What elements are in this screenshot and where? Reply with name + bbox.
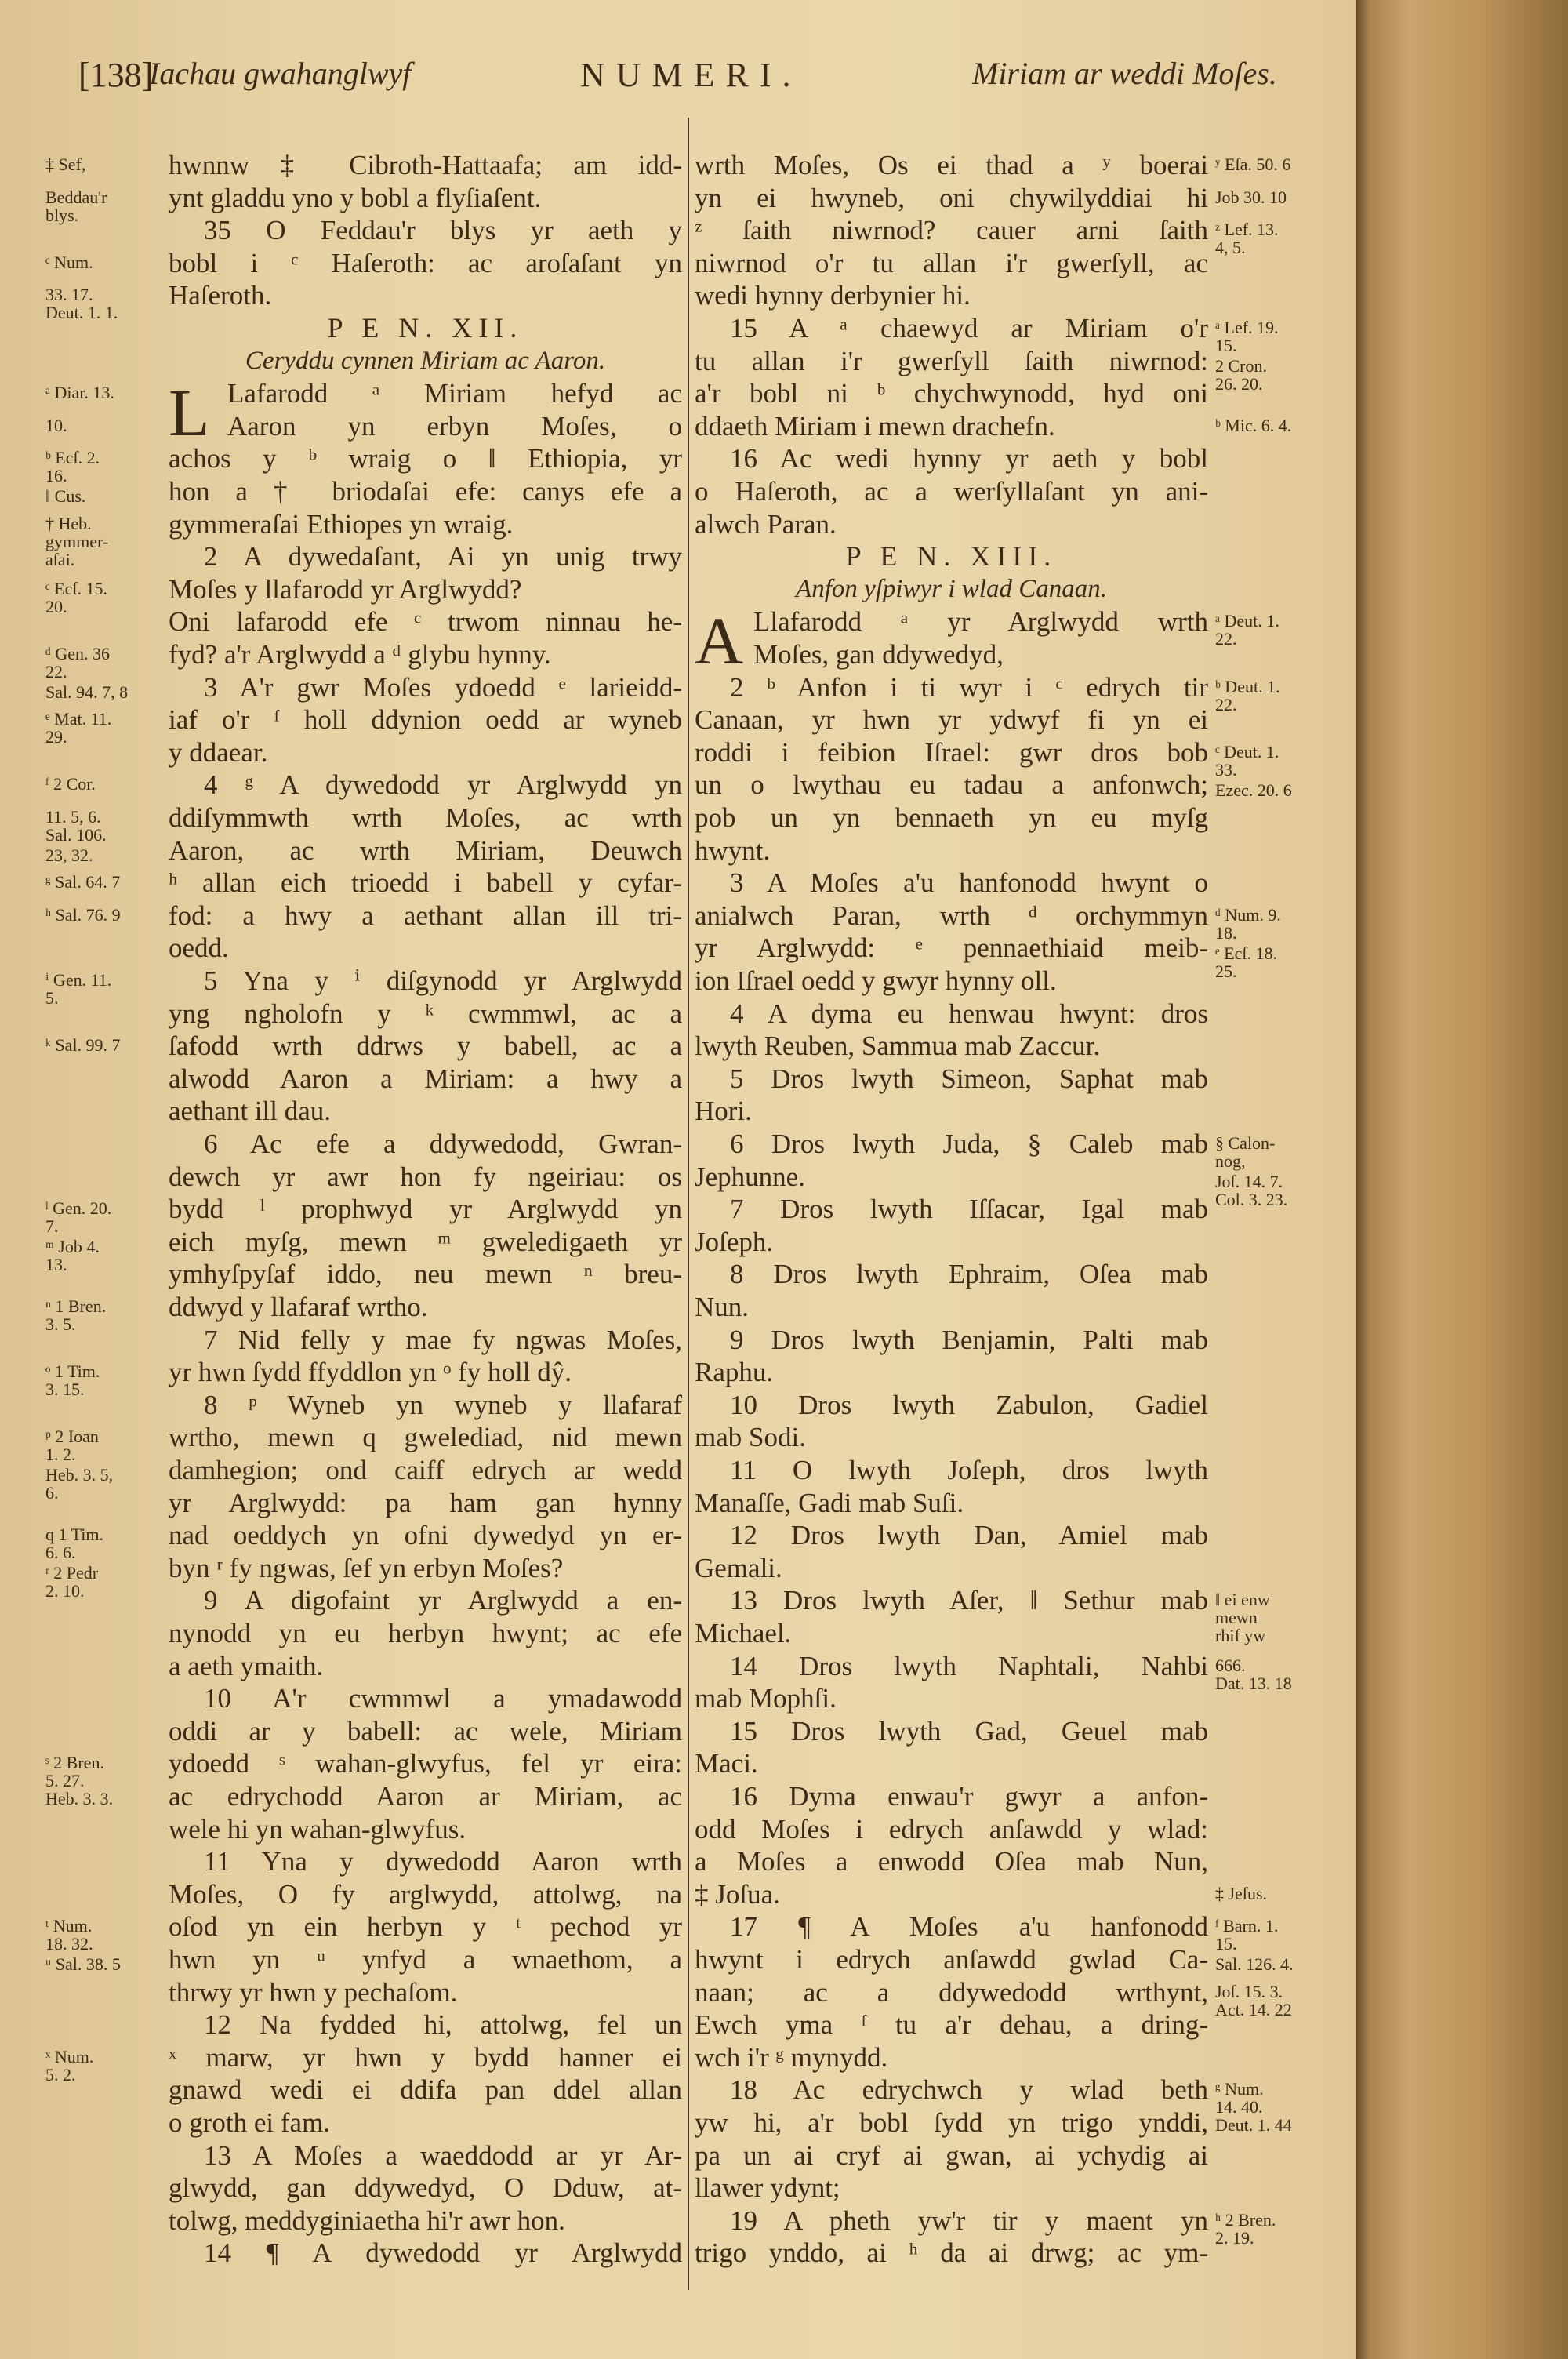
- text-line: 10 A'r cwmmwl a ymadawodd: [204, 1683, 682, 1714]
- marginal-reference: ᵖ 2 Ioan 1. 2.: [45, 1427, 99, 1465]
- text-line: pa un ai cryf ai gwan, ai ychydig ai: [695, 2139, 1208, 2171]
- text-line: Oni lafarodd efe ᶜ trwom ninnau he-: [169, 606, 682, 638]
- text-line: oedd.: [169, 932, 229, 964]
- text-line: wrth Moſes, Os ei thad a ʸ boerai: [695, 150, 1208, 180]
- marginal-reference: ⁱ Gen. 11. 5.: [45, 970, 112, 1008]
- text-line: fyd? a'r Arglwydd a ᵈ glybu hynny.: [169, 639, 551, 670]
- text-line: 15 A ᵃ chaewyd ar Miriam o'r: [730, 313, 1208, 343]
- marginal-reference: Heb. 3. 5, 6.: [45, 1465, 114, 1503]
- text-line: dewch yr awr hon fy ngeiriau: os: [169, 1161, 682, 1192]
- column-divider: [688, 118, 689, 2290]
- marginal-reference: Beddau'r blys.: [45, 187, 107, 225]
- text-line: Nun.: [695, 1292, 750, 1322]
- text-line: un o lwythau eu tadau a anfonwch;: [695, 769, 1208, 801]
- chapter-summary: Anfon yſpiwyr i wlad Canaan.: [796, 574, 1107, 603]
- marginal-reference: ᵗ Num. 18. 32.: [45, 1916, 93, 1954]
- marginal-reference: ʸ Eſa. 50. 6: [1215, 154, 1291, 174]
- text-line: wch i'r ᵍ mynydd.: [695, 2041, 888, 2073]
- text-line: hon a † briodaſai efe: canys efe a: [169, 476, 682, 507]
- marginal-reference: ʰ Sal. 76. 9: [45, 904, 121, 925]
- marginal-reference: ˢ 2 Bren. 5. 27. Heb. 3. 3.: [45, 1753, 114, 1809]
- text-line: niwrnod o'r tu allan i'r gwerſyll, ac: [695, 247, 1208, 278]
- text-line: Moſes y llafarodd yr Arglwydd?: [169, 573, 522, 605]
- text-line: hwnnw ‡ Cibroth-Hattaafa; am idd-: [169, 150, 682, 180]
- text-line: yn ei hwyneb, oni chywilyddiai hi: [695, 182, 1208, 213]
- text-line: ymhyſpyſaf iddo, neu mewn ⁿ breu-: [169, 1259, 682, 1290]
- text-line: Haſeroth.: [169, 280, 272, 311]
- text-line: byn ʳ fy ngwas, ſef yn erbyn Moſes?: [169, 1552, 564, 1583]
- marginal-reference: ᵉ Mat. 11. 29.: [45, 709, 112, 747]
- marginal-reference: ᶜ Ecſ. 15. 20.: [45, 578, 107, 616]
- text-line: Manaſſe, Gadi mab Suſi.: [695, 1487, 964, 1518]
- text-line: Moſes, gan ddywedyd,: [753, 639, 1004, 670]
- text-line: fod: a hwy a aethant allan ill tri-: [169, 900, 682, 931]
- marginal-reference: § Calon- nog,: [1215, 1133, 1276, 1171]
- marginal-reference: ʳ 2 Pedr 2. 10.: [45, 1563, 99, 1601]
- marginal-reference: ˣ Num. 5. 2.: [45, 2046, 94, 2085]
- facing-page-edge: [1356, 0, 1568, 2359]
- marginal-reference: ᵐ Job 4. 13.: [45, 1237, 100, 1275]
- text-line: aethant ill dau.: [169, 1096, 332, 1127]
- text-line: pob un yn bennaeth yn eu myſg: [695, 802, 1208, 833]
- text-line: 19 A pheth yw'r tir y maent yn: [730, 2205, 1208, 2236]
- right-running-title: Miriam ar weddi Moſes.: [972, 56, 1277, 91]
- marginal-reference: Job 30. 10: [1215, 187, 1287, 207]
- marginal-reference: 666. Dat. 13. 18: [1215, 1655, 1292, 1693]
- text-line: ddwyd y llafaraf wrtho.: [169, 1292, 428, 1322]
- marginal-reference: ⁿ 1 Bren. 3. 5.: [45, 1296, 107, 1334]
- marginal-reference: ‖ Cus.: [45, 486, 86, 507]
- marginal-reference: 2 Cron. 26. 20.: [1215, 356, 1267, 394]
- marginal-reference: ‡ Sef,: [45, 154, 86, 174]
- text-line: Joſeph.: [695, 1226, 774, 1257]
- text-line: 7 Dros lwyth Iſſacar, Igal mab: [730, 1194, 1208, 1225]
- text-line: o groth ei fam.: [169, 2107, 331, 2138]
- text-line: trigo ynddo, ai ʰ da ai drwg; ac ym-: [695, 2237, 1208, 2269]
- text-line: tolwg, meddyginiaetha hi'r awr hon.: [169, 2205, 565, 2236]
- text-line: eich myſg, mewn ᵐ gweledigaeth yr: [169, 1226, 682, 1257]
- text-line: 3 A'r gwr Moſes ydoedd ᵉ larieidd-: [204, 671, 682, 703]
- text-line: bobl i ᶜ Haſeroth: ac aroſaſant yn: [169, 247, 682, 278]
- marginal-reference: ˡ Gen. 20. 7.: [45, 1198, 112, 1237]
- text-line: ynt gladdu yno y bobl a flyſiaſent.: [169, 182, 542, 213]
- text-line: 8 Dros lwyth Ephraim, Oſea mab: [730, 1259, 1208, 1290]
- text-line: damhegion; ond caiff edrych ar wedd: [169, 1455, 682, 1485]
- text-line: ydoedd ˢ wahan-glwyfus, fel yr eira:: [169, 1748, 682, 1779]
- marginal-reference: ᵃ Lef. 19. 15.: [1215, 318, 1279, 355]
- text-line: 35 O Feddau'r blys yr aeth y: [204, 215, 682, 246]
- book-title: NUMERI.: [580, 56, 802, 94]
- text-line: 11 Yna y dywedodd Aaron wrth: [204, 1846, 682, 1877]
- marginal-reference: ᵃ Deut. 1. 22.: [1215, 611, 1279, 649]
- text-line: ion Iſrael oedd y gwyr hynny oll.: [695, 965, 1057, 996]
- marginal-reference: ʰ 2 Bren. 2. 19.: [1215, 2209, 1276, 2248]
- text-line: mab Sodi.: [695, 1422, 806, 1453]
- text-line: yr Arglwydd: ᵉ pennaethiaid meib-: [695, 932, 1208, 964]
- marginal-reference: 10.: [45, 415, 67, 435]
- text-line: gnawd wedi ei ddifa pan ddel allan: [169, 2074, 682, 2106]
- text-line: yng ngholofn y ᵏ cwmmwl, ac a: [169, 998, 682, 1029]
- text-line: 17 ¶ A Moſes a'u hanfonodd: [730, 1911, 1208, 1943]
- text-line: 9 Dros lwyth Benjamin, Palti mab: [730, 1324, 1208, 1355]
- text-line: Moſes, O fy arglwydd, attolwg, na: [169, 1878, 682, 1910]
- text-line: 6 Dros lwyth Juda, § Caleb mab: [730, 1129, 1208, 1159]
- marginal-reference: ᵍ Sal. 64. 7: [45, 872, 121, 892]
- text-line: 12 Na fydded hi, attolwg, fel un: [204, 2009, 682, 2041]
- text-line: nynodd yn eu herbyn hwynt; ac efe: [169, 1618, 682, 1648]
- marginal-reference: ᵈ Num. 9. 18.: [1215, 904, 1281, 943]
- text-line: Michael.: [695, 1618, 792, 1648]
- text-line: 5 Dros lwyth Simeon, Saphat mab: [730, 1063, 1208, 1094]
- text-line: Maci.: [695, 1748, 758, 1779]
- drop-cap: A: [695, 603, 744, 679]
- text-line: ʰ allan eich trioedd i babell y cyfar-: [169, 867, 682, 899]
- text-line: Lafarodd ᵃ Miriam hefyd ac: [227, 378, 682, 409]
- text-line: a aeth ymaith.: [169, 1650, 324, 1681]
- marginal-reference: q 1 Tim. 6. 6.: [45, 1525, 103, 1563]
- text-line: 18 Ac edrychwch y wlad beth: [730, 2074, 1208, 2106]
- text-line: wrtho, mewn q gwelediad, nid mewn: [169, 1422, 682, 1453]
- text-line: 16 Ac wedi hynny yr aeth y bobl: [730, 443, 1208, 474]
- text-line: iaf o'r ᶠ holl ddynion oedd ar wyneb: [169, 704, 682, 736]
- marginal-reference: ᵉ Ecſ. 18. 25.: [1215, 943, 1277, 981]
- text-line: 2 ᵇ Anfon i ti wyr i ᶜ edrych tir: [730, 671, 1208, 703]
- text-line: bydd ˡ prophwyd yr Arglwydd yn: [169, 1194, 682, 1225]
- text-line: oddi ar y babell: ac wele, Miriam: [169, 1715, 682, 1747]
- text-line: 4 A dyma eu henwau hwynt: dros: [730, 998, 1208, 1029]
- marginal-reference: 23, 32.: [45, 845, 93, 865]
- page-number: [138]: [78, 56, 154, 94]
- text-line: y ddaear.: [169, 736, 268, 768]
- marginal-reference: Joſ. 15. 3. Act. 14. 22: [1215, 1981, 1292, 2019]
- text-line: llawer ydynt;: [695, 2172, 840, 2204]
- text-line: 13 A Moſes a waeddodd ar yr Ar-: [204, 2139, 682, 2171]
- text-line: 13 Dros lwyth Aſer, ‖ Sethur mab: [730, 1585, 1208, 1616]
- text-line: Gemali.: [695, 1552, 782, 1583]
- text-line: 7 Nid felly y mae fy ngwas Moſes,: [204, 1324, 682, 1355]
- text-line: thrwy yr hwn y pechaſom.: [169, 1976, 458, 2008]
- marginal-reference: ᵃ Diar. 13.: [45, 383, 114, 403]
- text-line: ˣ marw, yr hwn y bydd hanner ei: [169, 2041, 682, 2073]
- marginal-reference: ᶠ 2 Cor.: [45, 774, 96, 794]
- text-line: oſod yn ein herbyn y ᵗ pechod yr: [169, 1911, 682, 1943]
- left-running-title: Iachau gwahanglwyf: [149, 56, 412, 91]
- text-line: ac edrychodd Aaron ar Miriam, ac: [169, 1781, 682, 1812]
- text-line: lwyth Reuben, Sammua mab Zaccur.: [695, 1030, 1101, 1062]
- text-line: 6 Ac efe a ddywedodd, Gwran-: [204, 1129, 682, 1159]
- text-line: glwydd, gan ddywedyd, O Dduw, at-: [169, 2172, 682, 2204]
- marginal-reference: ᶜ Deut. 1. 33.: [1215, 741, 1279, 780]
- marginal-reference: Ezec. 20. 6: [1215, 780, 1292, 800]
- marginal-reference: Sal. 94. 7, 8: [45, 682, 129, 702]
- marginal-reference: Sal. 126. 4.: [1215, 1954, 1294, 1975]
- text-line: naan; ac a ddywedodd wrthynt,: [695, 1976, 1208, 2008]
- text-line: yr Arglwydd: pa ham gan hynny: [169, 1487, 682, 1518]
- marginal-reference: ᵍ Num. 14. 40. Deut. 1. 44: [1215, 2079, 1292, 2135]
- text-line: wedi hynny derbynier hi.: [695, 280, 971, 311]
- text-line: a Moſes a enwodd Oſea mab Nun,: [695, 1846, 1208, 1877]
- marginal-reference: ᵇ Ecſ. 2. 16.: [45, 448, 100, 486]
- text-line: odd Moſes i edrych anſawdd y wlad:: [695, 1813, 1208, 1845]
- text-line: 11 O lwyth Joſeph, dros lwyth: [730, 1455, 1208, 1485]
- marginal-reference: ᵘ Sal. 38. 5: [45, 1954, 121, 1975]
- text-line: Canaan, yr hwn yr ydwyf fi yn ei: [695, 704, 1208, 736]
- text-line: 16 Dyma enwau'r gwyr a anfon-: [730, 1781, 1208, 1812]
- text-line: 10 Dros lwyth Zabulon, Gadiel: [730, 1389, 1208, 1420]
- text-line: ddiſymmwth wrth Moſes, ac wrth: [169, 802, 682, 833]
- marginal-reference: ᵇ Deut. 1. 22.: [1215, 676, 1280, 714]
- text-line: hwynt i edrych anſawdd gwlad Ca-: [695, 1944, 1208, 1975]
- text-line: Llafarodd ᵃ yr Arglwydd wrth: [753, 606, 1208, 638]
- text-line: 12 Dros lwyth Dan, Amiel mab: [730, 1520, 1208, 1551]
- text-line: 8 ᵖ Wyneb yn wyneb y llafaraf: [204, 1389, 682, 1420]
- text-line: alwodd Aaron a Miriam: a hwy a: [169, 1063, 682, 1094]
- text-line: ſafodd wrth ddrws y babell, ac a: [169, 1030, 682, 1062]
- text-line: Ewch yma ᶠ tu a'r dehau, a dring-: [695, 2009, 1208, 2041]
- marginal-reference: † Heb. gymmer- aſai.: [45, 513, 109, 569]
- text-line: wele hi yn wahan-glwyfus.: [169, 1813, 466, 1845]
- text-line: ᶻ ſaith niwrnod? cauer arni ſaith: [695, 215, 1208, 246]
- marginal-reference: 11. 5, 6. Sal. 106.: [45, 807, 107, 845]
- marginal-reference: ᵈ Gen. 36 22.: [45, 644, 110, 682]
- marginal-reference: 33. 17. Deut. 1. 1.: [45, 285, 118, 323]
- marginal-reference: ‡ Jeſus.: [1215, 1883, 1267, 1903]
- drop-cap: L: [169, 375, 210, 451]
- marginal-reference: ᵏ Sal. 99. 7: [45, 1035, 121, 1056]
- chapter-heading: P E N. XIII.: [845, 540, 1058, 572]
- chapter-summary: Ceryddu cynnen Miriam ac Aaron.: [245, 346, 606, 375]
- marginal-reference: ᶻ Lef. 13. 4, 5.: [1215, 220, 1279, 258]
- text-line: ‡ Joſua.: [695, 1878, 780, 1910]
- text-line: yr hwn ſydd ffyddlon yn ᵒ fy holl dŷ.: [169, 1357, 572, 1388]
- text-line: Aaron yn erbyn Moſes, o: [227, 410, 682, 442]
- text-line: 14 ¶ A dywedodd yr Arglwydd: [204, 2237, 682, 2269]
- text-line: 14 Dros lwyth Naphtali, Nahbi: [730, 1650, 1208, 1681]
- marginal-reference: ᶜ Num.: [45, 252, 93, 272]
- text-line: hwn yn ᵘ ynfyd a wnaethom, a: [169, 1944, 682, 1975]
- marginal-reference: ᶠ Barn. 1. 15.: [1215, 1916, 1279, 1954]
- text-line: 2 A dywedaſant, Ai yn unig trwy: [204, 541, 682, 572]
- text-line: alwch Paran.: [695, 508, 837, 540]
- text-line: gymmeraſai Ethiopes yn wraig.: [169, 508, 514, 540]
- text-line: tu allan i'r gwerſyll ſaith niwrnod:: [695, 345, 1208, 376]
- text-line: nad oeddych yn ofni dywedyd yn er-: [169, 1520, 682, 1551]
- text-line: ddaeth Miriam i mewn drachefn.: [695, 410, 1055, 442]
- text-line: Jephunne.: [695, 1161, 805, 1192]
- text-line: hwynt.: [695, 834, 771, 866]
- text-line: 3 A Moſes a'u hanfonodd hwynt o: [730, 867, 1208, 899]
- text-line: 15 Dros lwyth Gad, Geuel mab: [730, 1715, 1208, 1747]
- text-line: yw hi, a'r bobl ſydd yn trigo ynddi,: [695, 2107, 1208, 2138]
- text-line: Raphu.: [695, 1357, 774, 1388]
- text-line: Aaron, ac wrth Miriam, Deuwch: [169, 834, 682, 866]
- marginal-reference: ᵒ 1 Tim. 3. 15.: [45, 1361, 100, 1400]
- marginal-reference: ᵇ Mic. 6. 4.: [1215, 415, 1292, 435]
- marginal-reference: ‖ ei enw mewn rhif yw: [1215, 1590, 1270, 1646]
- text-line: anialwch Paran, wrth ᵈ orchymmyn: [695, 900, 1208, 931]
- text-line: Hori.: [695, 1096, 752, 1127]
- text-line: roddi i feibion Iſrael: gwr dros bob: [695, 736, 1208, 768]
- text-line: mab Mophſi.: [695, 1683, 837, 1714]
- text-line: 5 Yna y ⁱ diſgynodd yr Arglwydd: [204, 965, 682, 996]
- text-line: 4 ᵍ A dywedodd yr Arglwydd yn: [204, 769, 682, 801]
- text-line: achos y ᵇ wraig o ‖ Ethiopia, yr: [169, 443, 682, 474]
- text-line: a'r bobl ni ᵇ chychwynodd, hyd oni: [695, 378, 1208, 409]
- text-line: o Haſeroth, ac a werſyllaſant yn ani-: [695, 476, 1208, 507]
- chapter-heading: P E N. XII.: [327, 312, 524, 343]
- text-line: 9 A digofaint yr Arglwydd a en-: [204, 1585, 682, 1616]
- marginal-reference: Joſ. 14. 7. Col. 3. 23.: [1215, 1172, 1288, 1209]
